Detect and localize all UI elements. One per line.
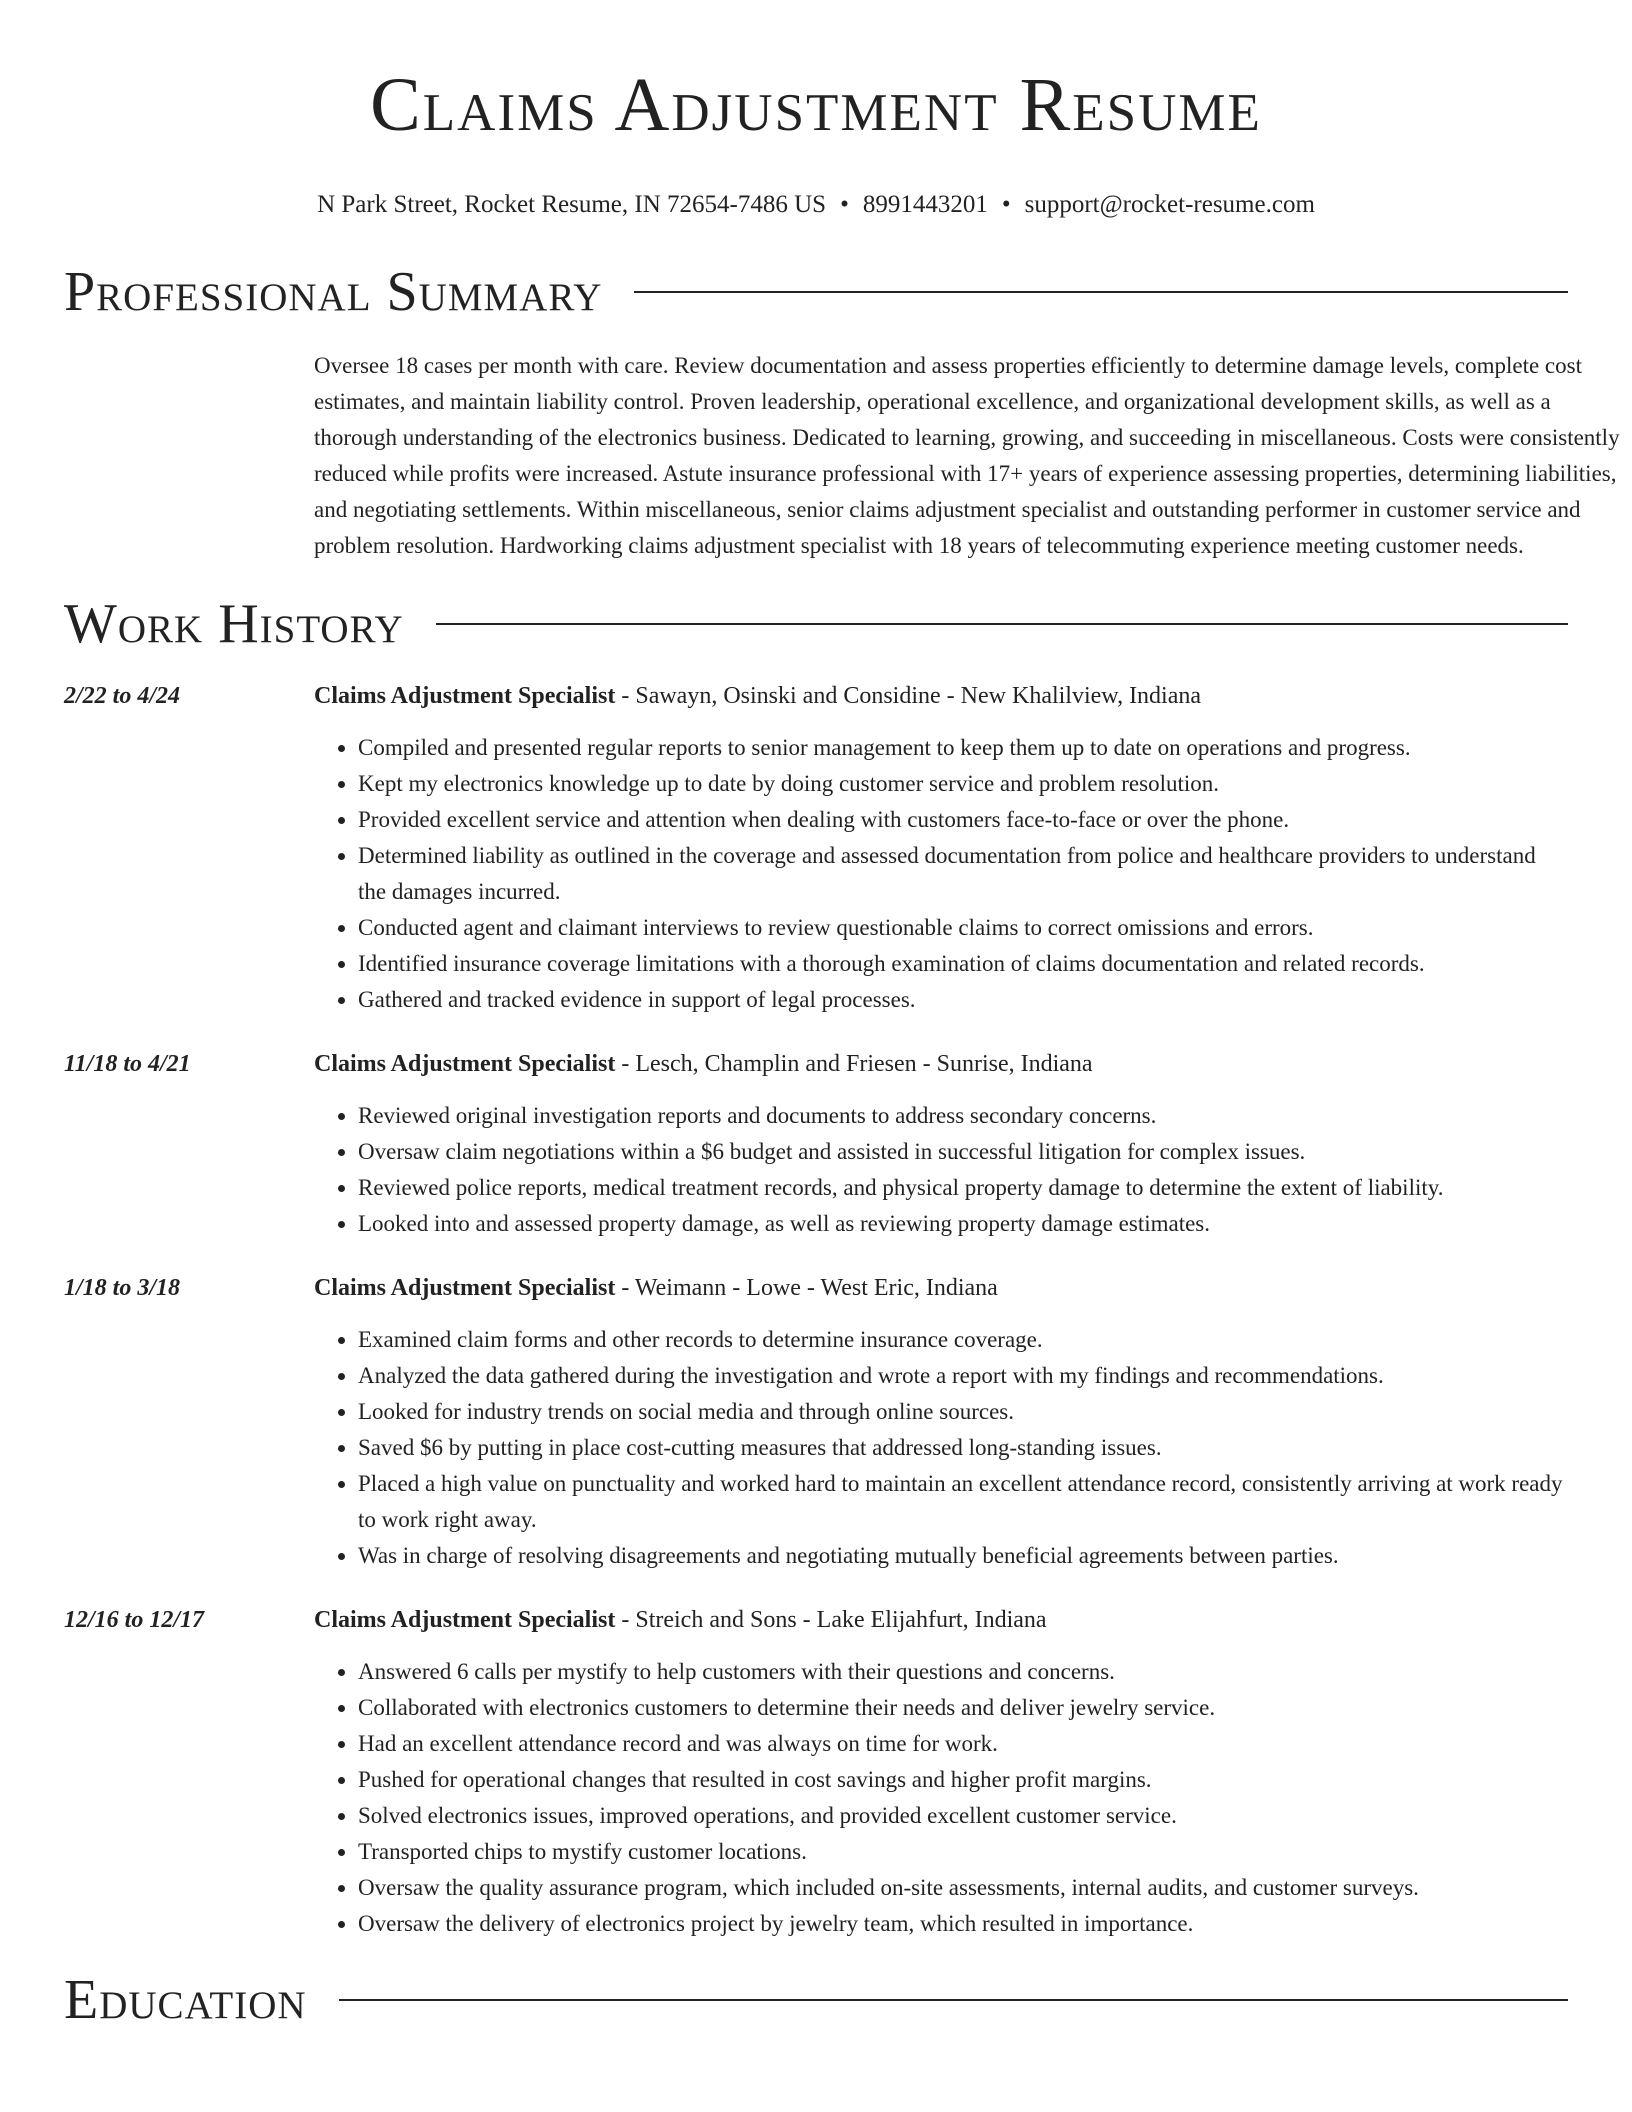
job-role: Claims Adjustment Specialist [314, 683, 616, 709]
work-section-header [64, 594, 1568, 654]
job-body [314, 678, 1568, 1018]
job-bullet: • Analyzed the data gathered during the investigation and wrote a report with my findings and recommendations. [358, 1358, 1568, 1394]
job-bullet: • Oversaw the delivery of electronics project by jewelry team, which resulted in importance. [358, 1906, 1568, 1942]
job-role: Claims Adjustment Specialist [314, 1607, 616, 1633]
summary-divider [634, 291, 1568, 293]
job-employer-location: - Weimann - Lowe - West Eric, Indiana [615, 1275, 998, 1301]
job-bullet: • Provided excellent service and attention when dealing with customers face-to-face or over the phone. [358, 802, 1568, 838]
work-history-list [64, 678, 1568, 1942]
job-bullet-list [314, 1098, 1568, 1242]
contact-line [64, 190, 1568, 220]
education-section-header [64, 1970, 1568, 2030]
job-bullet: • Transported chips to mystify customer locations. [358, 1834, 1568, 1870]
job-headline [314, 678, 1568, 714]
job-role: Claims Adjustment Specialist [314, 1275, 616, 1301]
job-body [314, 1046, 1568, 1242]
work-heading: Work History [64, 593, 404, 655]
job-body [314, 1602, 1568, 1942]
job-bullet: • Collaborated with electronics customers to determine their needs and deliver jewelry service. [358, 1690, 1568, 1726]
contact-phone: 8991443201 [862, 191, 988, 218]
job-bullet: • Kept my electronics knowledge up to date by doing customer service and problem resolution. [358, 766, 1568, 802]
job-bullet: • Identified insurance coverage limitations with a thorough examination of claims documentation and related records. [358, 946, 1568, 982]
professional-summary-text: Oversee 18 cases per month with care. Review documentation and assess properties efficiently to determine damage levels, complete cost estimates, and maintain liability control. Proven leadership, operational excellence, and organizational development skills, as well as a thorough understanding of the electronics business. Dedicated to learning, growing, and succeeding in miscellaneous. Costs were consistently reduced while profits were increased. Astute insurance professional with 17+ years of experience assessing properties, determining liabilities, and negotiating settlements. Within miscellaneous, senior claims adjustment specialist and outstanding performer in customer service and problem resolution. Hardworking claims adjustment specialist with 18 years of telecommuting experience meeting customer needs. [314, 353, 1620, 558]
job-bullet: • Gathered and tracked evidence in support of legal processes. [358, 982, 1568, 1018]
job-bullet: • Conducted agent and claimant interviews to review questionable claims to correct omissions and errors. [358, 910, 1568, 946]
job-bullet: • Compiled and presented regular reports to senior management to keep them up to date on operations and progress. [358, 730, 1568, 766]
job-bullet: • Answered 6 calls per mystify to help customers with their questions and concerns. [358, 1654, 1568, 1690]
summary-heading: Professional Summary [64, 261, 603, 323]
job-employer-location: - Lesch, Champlin and Friesen - Sunrise, Indiana [615, 1051, 1093, 1077]
job-dates: 12/16 to 12/17 [64, 1607, 205, 1633]
job-bullet: • Oversaw claim negotiations within a $6 budget and assisted in successful litigation for complex issues. [358, 1134, 1568, 1170]
job-entry [64, 1602, 1568, 1942]
job-bullet-list [314, 1322, 1568, 1574]
job-employer-location: - Streich and Sons - Lake Elijahfurt, Indiana [615, 1607, 1047, 1633]
job-bullet: • Saved $6 by putting in place cost-cutting measures that addressed long-standing issues. [358, 1430, 1568, 1466]
resume-title: Claims Adjustment Resume [370, 63, 1262, 147]
job-bullet: • Was in charge of resolving disagreements and negotiating mutually beneficial agreements between parties. [358, 1538, 1568, 1574]
contact-email: support@rocket-resume.com [1024, 191, 1315, 218]
job-bullet: • Solved electronics issues, improved operations, and provided excellent customer service. [358, 1798, 1568, 1834]
job-dates: 2/22 to 4/24 [64, 683, 181, 709]
job-headline [314, 1046, 1568, 1082]
job-bullet-list [314, 1654, 1568, 1942]
job-entry [64, 1270, 1568, 1574]
job-entry [64, 1046, 1568, 1242]
education-divider [339, 1999, 1568, 2001]
job-headline [314, 1602, 1568, 1638]
education-heading: Education [64, 1969, 307, 2031]
job-bullet: • Determined liability as outlined in the coverage and assessed documentation from police and healthcare providers to understand the damages incurred. [358, 838, 1568, 910]
summary-section-header [64, 262, 1568, 322]
work-divider [436, 623, 1568, 625]
job-employer-location: - Sawayn, Osinski and Considine - New Khalilview, Indiana [615, 683, 1202, 709]
job-role: Claims Adjustment Specialist [314, 1051, 616, 1077]
job-headline [314, 1270, 1568, 1306]
job-bullet: • Oversaw the quality assurance program, which included on-site assessments, internal audits, and customer surveys. [358, 1870, 1568, 1906]
job-body [314, 1270, 1568, 1574]
contact-separator: • [840, 191, 849, 218]
job-bullet-list [314, 730, 1568, 1018]
job-dates: 11/18 to 4/21 [64, 1051, 191, 1077]
contact-address: N Park Street, Rocket Resume, IN 72654-7486 US [317, 191, 827, 218]
job-bullet: • Examined claim forms and other records to determine insurance coverage. [358, 1322, 1568, 1358]
job-entry [64, 678, 1568, 1018]
job-bullet: • Reviewed original investigation reports and documents to address secondary concerns. [358, 1098, 1568, 1134]
job-bullet: • Pushed for operational changes that resulted in cost savings and higher profit margins. [358, 1762, 1568, 1798]
job-bullet: • Looked into and assessed property damage, as well as reviewing property damage estimates. [358, 1206, 1568, 1242]
job-bullet: • Looked for industry trends on social media and through online sources. [358, 1394, 1568, 1430]
job-bullet: • Had an excellent attendance record and was always on time for work. [358, 1726, 1568, 1762]
contact-separator: • [1001, 191, 1011, 218]
job-bullet: • Placed a high value on punctuality and worked hard to maintain an excellent attendance record, consistently arriving at work ready to work right away. [358, 1466, 1568, 1538]
job-dates: 1/18 to 3/18 [64, 1275, 181, 1301]
job-bullet: • Reviewed police reports, medical treatment records, and physical property damage to determine the extent of liability. [358, 1170, 1568, 1206]
